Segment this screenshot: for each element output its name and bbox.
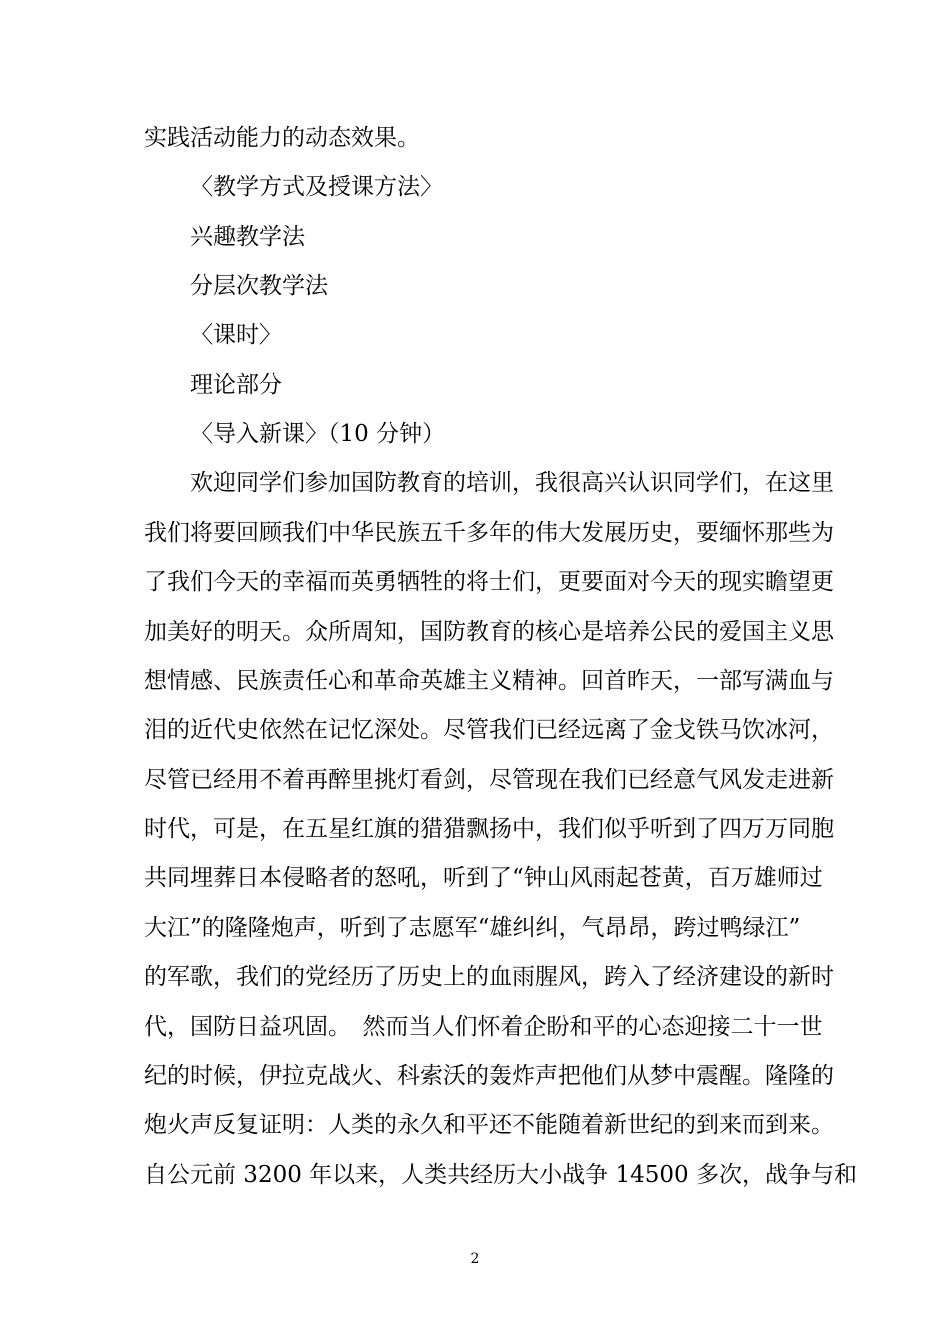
paragraph-line: 大江”的隆隆炮声，听到了志愿军“雄纠纠，气昂昂，跨过鸭绿江” [144,915,801,941]
paragraph-line: 尽管已经用不着再醉里挑灯看剑，尽管现在我们已经意气风发走进新 [144,767,834,793]
section-heading: 〈教学方式及授课方法〉 [190,174,443,200]
paragraph-line: 炮火声反复证明：人类的永久和平还不能随着新世纪的到来而到来。 [144,1112,834,1138]
paragraph-line: 纪的时候，伊拉克战火、科索沃的轰炸声把他们从梦中震醒。隆隆的 [144,1063,834,1089]
paragraph-line: 共同埋葬日本侵略者的怒吼，听到了“钟山风雨起苍黄，百万雄师过 [144,865,823,891]
paragraph-line: 的军歌，我们的党经历了历史上的血雨腥风，跨入了经济建设的新时 [144,964,834,990]
paragraph-line: 欢迎同学们参加国防教育的培训，我很高兴认识同学们，在这里 [190,470,834,496]
paragraph-line: 泪的近代史依然在记忆深处。尽管我们已经远离了金戈铁马饮冰河， [144,717,834,743]
section-heading: 〈课时〉 [190,322,282,348]
text-line: 分层次教学法 [190,273,328,299]
page-number: 2 [470,1251,480,1267]
text-line: 兴趣教学法 [190,224,305,250]
paragraph-line: 自公元前 3200 年以来，人类共经历大小战争 14500 多次，战争与和 [144,1162,857,1188]
paragraph-line: 了我们今天的幸福而英勇牺牲的将士们，更要面对今天的现实瞻望更 [144,569,834,595]
text-line: 实践活动能力的动态效果。 [144,125,420,151]
paragraph-line: 代，国防日益巩固。 然而当人们怀着企盼和平的心态迎接二十一世 [144,1014,823,1040]
section-heading: 〈导入新课〉（10 分钟） [190,421,446,447]
paragraph-line: 时代，可是，在五星红旗的猎猎飘扬中，我们似乎听到了四万万同胞 [144,816,834,842]
paragraph-line: 想情感、民族责任心和革命英雄主义精神。回首昨天，一部写满血与 [144,668,834,694]
paragraph-line: 加美好的明天。众所周知，国防教育的核心是培养公民的爱国主义思 [144,619,834,645]
paragraph-line: 我们将要回顾我们中华民族五千多年的伟大发展历史，要缅怀那些为 [144,520,834,546]
text-line: 理论部分 [190,372,282,398]
